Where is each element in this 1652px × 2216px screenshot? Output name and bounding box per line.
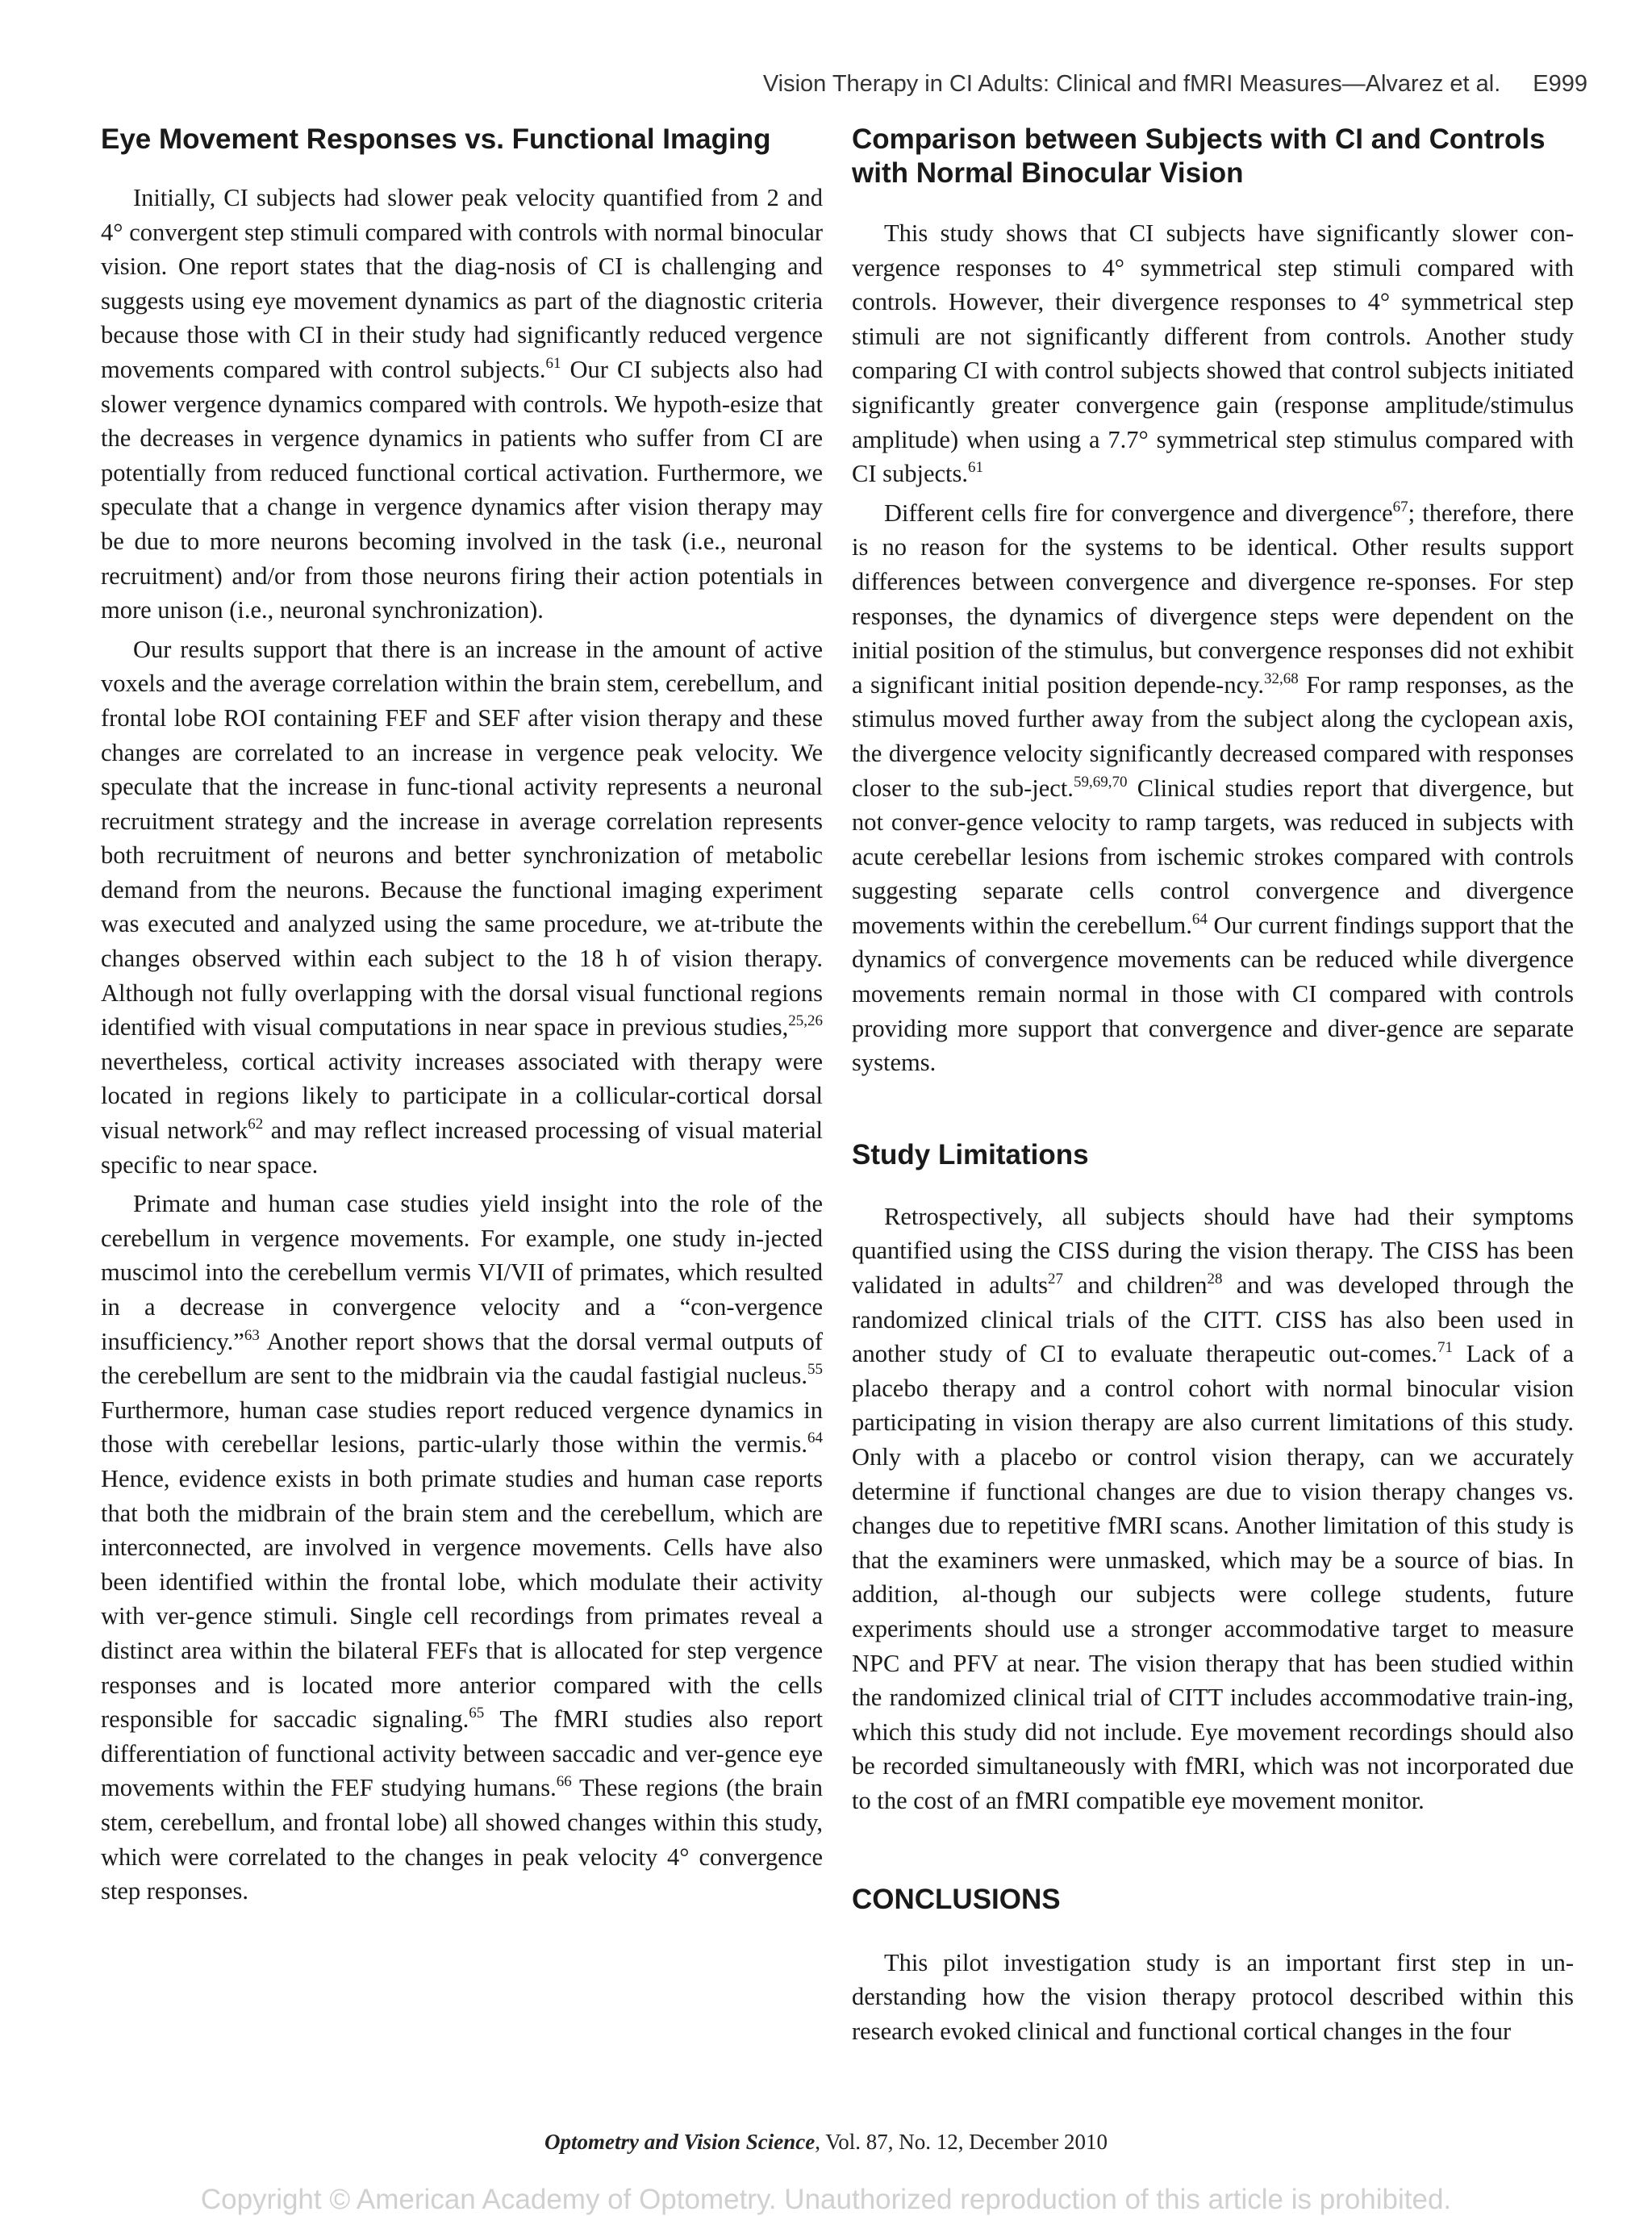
paragraph: Retrospectively, all subjects should have had their symptoms quantified using the CISS during the vision therapy. The CISS has been validated in adults$^{27}$ and children$^{28}$ and was developed through the randomized clinical trials of the CITT. CISS has also been used in another study of CI to evaluate therapeutic out-comes.$^{71}$ Lack of a placebo therapy and a control cohort with normal binocular vision participating in vision therapy are also current limitations of this study. Only with a placebo or control vision therapy, can we accurately determine if functional changes are due to vision therapy changes vs. changes due to repetitive fMRI scans. Another limitation of this study is that the examiners were unmasked, which may be a source of bias. In addition, al-though our subjects were college students, future experiments should use a stronger accommodative target to measure NPC and PFV at near. The vision therapy that has been studied within the randomized clinical trial of CITT includes accommodative train-ing, which this study did not include. Eye movement recordings should also be recorded simultaneously with fMRI, which was not incorporated due to the cost of an fMRI compatible eye movement monitor.	[852, 1202, 1574, 1814]
citation: 67	[1392, 498, 1408, 515]
right-column	[852, 123, 1574, 2053]
paragraph: This pilot investigation study is an important first step in un-derstanding how the vision therapy protocol described within this research evoked clinical and functional cortical changes in the four	[852, 1948, 1574, 2045]
citation: 64	[807, 1429, 823, 1447]
citation: 66	[556, 1773, 572, 1791]
citation: 61	[545, 354, 561, 372]
citation: 27	[1047, 1271, 1063, 1288]
paragraph: Our results support that there is an increase in the amount of active voxels and the average correlation within the brain stem, cerebellum, and frontal lobe ROI containing FEF and SEF after vision therapy and these changes are correlated to an increase in vergence peak velocity. We speculate that the increase in func-tional activity represents a neuronal recruitment strategy and the increase in average correlation represents both recruitment of neurons and better synchronization of metabolic demand from the neurons. Because the functional imaging experiment was executed and analyzed using the same procedure, we at-tribute the changes observed within each subject to the 18 h of vision therapy. Although not fully overlapping with the dorsal visual functional regions identified with visual computations in near space in previous studies,$^{25,26}$ nevertheless, cortical activity increases associated with therapy were located in regions likely to participate in a collicular-cortical dorsal visual network$^{62}$ and may reflect increased processing of visual material specific to near space.	[101, 635, 823, 1179]
paragraph: Primate and human case studies yield insight into the role of the cerebellum in vergence movements. For example, one study in-jected muscimol into the cerebellum vermis VI/VII of primates, which resulted in a decrease in convergence velocity and a “con-vergence insufficiency.”$^{63}$ Another report shows that the dorsal vermal outputs of the cerebellum are sent to the midbrain via the caudal fastigial nucleus.$^{55}$ Furthermore, human case studies report reduced vergence dynamics in those with cerebellar lesions, partic-ularly those within the vermis.$^{64}$ Hence, evidence exists in both primate studies and human case reports that both the midbrain of the brain stem and the cerebellum, which are interconnected, are involved in vergence movements. Cells have also been identified within the frontal lobe, which modulate their activity with ver-gence stimuli. Single cell recordings from primates reveal a distinct area within the bilateral FEFs that is allocated for step vergence responses and is located more anterior compared with the cells responsible for saccadic signaling.$^{65}$ The fMRI studies also report differentiation of functional activity between saccadic and ver-gence eye movements within the FEF studying humans.$^{66}$ These regions (the brain stem, cerebellum, and frontal lobe) all showed changes within this study, which were correlated to the changes in peak velocity 4° convergence step responses.	[101, 1190, 823, 1905]
citation: 59,69,70	[1073, 773, 1128, 791]
paragraph: Different cells fire for convergence and divergence$^{67}$; therefore, there is no reason for the systems to be identical. Other results support differences between convergence and divergence re-sponses. For step responses, the dynamics of divergence steps were dependent on the initial position of the stimulus, but convergence responses did not exhibit a significant initial position depende-ncy.$^{32,68}$ For ramp responses, as the stimulus moved further away from the subject along the cyclopean axis, the divergence velocity significantly decreased compared with responses closer to the sub-ject.$^{59,69,70}$ Clinical studies report that divergence, but not conver-gence velocity to ramp targets, was reduced in subjects with acute cerebellar lesions from ischemic strokes compared with controls suggesting separate cells control convergence and divergence movements within the cerebellum.$^{64}$ Our current findings support that the dynamics of convergence movements can be reduced while divergence movements remain normal in those with CI compared with controls providing more support that convergence and diver-gence are separate systems.	[852, 498, 1575, 1077]
citation: 28	[1207, 1271, 1223, 1288]
citation: 71	[1437, 1339, 1453, 1357]
citation: 55	[807, 1361, 823, 1379]
paragraph: This study shows that CI subjects have significantly slower con-vergence responses to 4° symmetrical step stimuli compared with controls. However, their divergence responses to 4° symmetrical step stimuli are not significantly different from controls. Another study comparing CI with control subjects showed that control subjects initiated significantly greater convergence gain (response amplitude/stimulus amplitude) when using a 7.7° symmetrical step stimulus compared with CI subjects.$^{61}$	[852, 219, 1574, 488]
section-heading-eye-movement: Eye Movement Responses vs. Functional Imaging	[101, 123, 771, 155]
paragraph: Initially, CI subjects had slower peak velocity quantified from 2 and 4° convergent step stimuli compared with controls with normal binocular vision. One report states that the diag-nosis of CI is challenging and suggests using eye movement dynamics as part of the diagnostic criteria because those with CI in their study had significantly reduced vergence movements compared with control subjects.$^{61}$ Our CI subjects also had slower vergence dynamics compared with controls. We hypoth-esize that the decreases in vergence dynamics in patients who suffer from CI are potentially from reduced functional cortical activation. Furthermore, we speculate that a change in vergence dynamics after vision therapy may be due to more neurons becoming involved in the task (i.e., neuronal recruitment) and/or from those neurons firing their action potentials in more unison (i.e., neuronal synchronization).	[101, 184, 823, 624]
citation: 32,68	[1264, 670, 1299, 687]
citation: 62	[248, 1116, 264, 1133]
section-heading-limitations: Study Limitations	[852, 1138, 1089, 1171]
section-heading-comparison: Comparison between Subjects with CI and Controls with Normal Binocular Vision	[852, 123, 1546, 189]
copyright-notice: Copyright © American Academy of Optometry. Unauthorized reproduction of this article is prohibited.	[200, 2184, 1452, 2215]
page-number: E999	[1533, 71, 1587, 97]
citation: 63	[244, 1326, 260, 1344]
page-footer	[0, 2130, 1652, 2155]
section-heading-conclusions: CONCLUSIONS	[852, 1883, 1061, 1915]
journal-name: Optometry and Vision Science	[544, 2130, 816, 2154]
left-column	[101, 123, 823, 1913]
citation: 61	[968, 459, 984, 477]
running-title: Vision Therapy in CI Adults: Clinical and fMRI Measures—Alvarez et al.	[762, 71, 1501, 97]
citation: 25,26	[788, 1012, 823, 1030]
journal-citation: , Vol. 87, No. 12, December 2010	[815, 2130, 1108, 2154]
citation: 65	[469, 1705, 485, 1722]
running-header	[97, 71, 1587, 98]
citation: 64	[1191, 910, 1208, 928]
